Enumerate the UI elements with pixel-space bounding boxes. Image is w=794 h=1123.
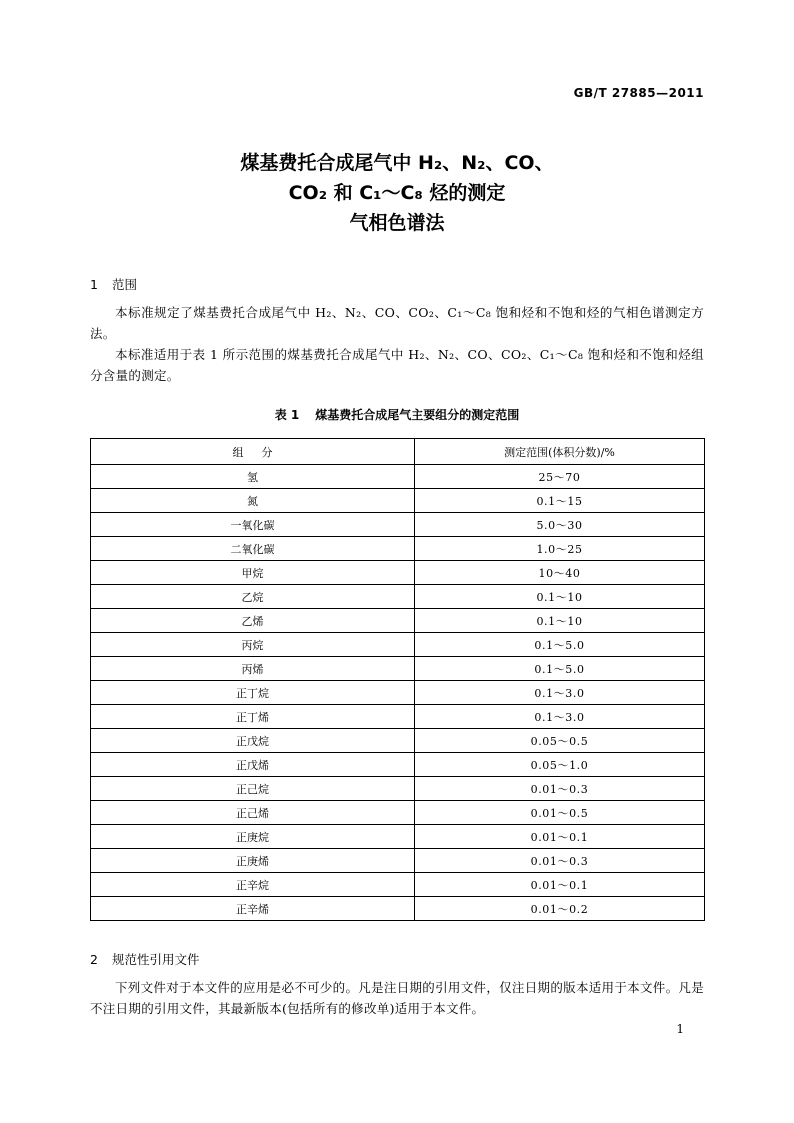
table-caption-text: 煤基费托合成尾气主要组分的测定范围 bbox=[315, 408, 520, 422]
component-cell: 正丁烷 bbox=[91, 681, 415, 705]
measurement-range-table bbox=[90, 438, 705, 921]
table-row bbox=[91, 825, 705, 849]
range-cell: 0.01～0.2 bbox=[415, 897, 705, 921]
table-row bbox=[91, 489, 705, 513]
component-cell: 正丁烯 bbox=[91, 705, 415, 729]
table-row bbox=[91, 465, 705, 489]
range-cell: 0.01～0.3 bbox=[415, 777, 705, 801]
table-row bbox=[91, 801, 705, 825]
table-row bbox=[91, 657, 705, 681]
range-cell: 0.01～0.1 bbox=[415, 825, 705, 849]
range-cell: 0.05～0.5 bbox=[415, 729, 705, 753]
component-cell: 正己烷 bbox=[91, 777, 415, 801]
component-cell: 正庚烯 bbox=[91, 849, 415, 873]
component-cell: 正辛烯 bbox=[91, 897, 415, 921]
component-cell: 丙烷 bbox=[91, 633, 415, 657]
section-1-number: 1 bbox=[90, 277, 98, 292]
range-cell: 0.1～3.0 bbox=[415, 681, 705, 705]
component-cell: 一氧化碳 bbox=[91, 513, 415, 537]
header-component: 组分 bbox=[91, 439, 415, 465]
table-row bbox=[91, 873, 705, 897]
table-row bbox=[91, 537, 705, 561]
section-2-number: 2 bbox=[90, 952, 98, 967]
range-cell: 0.01～0.3 bbox=[415, 849, 705, 873]
component-cell: 乙烯 bbox=[91, 609, 415, 633]
title-line-2: CO₂ 和 C₁～C₈ 烃的测定 bbox=[288, 182, 506, 204]
range-cell: 1.0～25 bbox=[415, 537, 705, 561]
section-1-paragraph-1: 本标准规定了煤基费托合成尾气中 H₂、N₂、CO、CO₂、C₁～C₈ 饱和烃和不饱和烃的气相色谱测定方法。 bbox=[90, 305, 704, 341]
component-cell: 正己烯 bbox=[91, 801, 415, 825]
component-cell: 正戊烯 bbox=[91, 753, 415, 777]
table-row bbox=[91, 513, 705, 537]
component-cell: 氢 bbox=[91, 465, 415, 489]
section-2-title: 规范性引用文件 bbox=[112, 952, 200, 967]
range-cell: 0.01～0.1 bbox=[415, 873, 705, 897]
section-2-heading bbox=[90, 950, 200, 968]
document-title bbox=[0, 148, 794, 238]
table-row bbox=[91, 633, 705, 657]
table-row bbox=[91, 561, 705, 585]
component-cell: 氮 bbox=[91, 489, 415, 513]
range-cell: 0.1～15 bbox=[415, 489, 705, 513]
table-row bbox=[91, 705, 705, 729]
page-number: 1 bbox=[676, 1022, 684, 1036]
component-cell: 二氧化碳 bbox=[91, 537, 415, 561]
component-cell: 正戊烷 bbox=[91, 729, 415, 753]
range-cell: 10～40 bbox=[415, 561, 705, 585]
range-cell: 0.1～5.0 bbox=[415, 633, 705, 657]
standard-code: GB/T 27885—2011 bbox=[573, 86, 704, 100]
header-range: 测定范围(体积分数)/% bbox=[415, 439, 705, 465]
table-row bbox=[91, 609, 705, 633]
component-cell: 正辛烷 bbox=[91, 873, 415, 897]
component-cell: 甲烷 bbox=[91, 561, 415, 585]
table-header-row bbox=[91, 439, 705, 465]
table-row bbox=[91, 585, 705, 609]
range-cell: 25～70 bbox=[415, 465, 705, 489]
table-row bbox=[91, 897, 705, 921]
table-row bbox=[91, 849, 705, 873]
component-cell: 正庚烷 bbox=[91, 825, 415, 849]
range-cell: 0.1～10 bbox=[415, 609, 705, 633]
table-row bbox=[91, 729, 705, 753]
range-cell: 0.1～10 bbox=[415, 585, 705, 609]
section-1-heading bbox=[90, 275, 137, 293]
range-cell: 0.01～0.5 bbox=[415, 801, 705, 825]
range-cell: 5.0～30 bbox=[415, 513, 705, 537]
title-line-3: 气相色谱法 bbox=[349, 212, 445, 234]
range-cell: 0.1～3.0 bbox=[415, 705, 705, 729]
table-row bbox=[91, 777, 705, 801]
range-cell: 0.05～1.0 bbox=[415, 753, 705, 777]
title-line-1: 煤基费托合成尾气中 H₂、N₂、CO、 bbox=[240, 152, 554, 174]
component-cell: 丙烯 bbox=[91, 657, 415, 681]
section-1-paragraph-2: 本标准适用于表 1 所示范围的煤基费托合成尾气中 H₂、N₂、CO、CO₂、C₁～C₈ 饱和烃和不饱和烃组分含量的测定。 bbox=[90, 347, 704, 383]
component-cell: 乙烷 bbox=[91, 585, 415, 609]
section-2-paragraph-1: 下列文件对于本文件的应用是必不可少的。凡是注日期的引用文件，仅注日期的版本适用于本文件。凡是不注日期的引用文件，其最新版本(包括所有的修改单)适用于本文件。 bbox=[90, 980, 704, 1016]
section-1-title: 范围 bbox=[112, 277, 138, 292]
table-row bbox=[91, 753, 705, 777]
table-label: 表 1 bbox=[274, 408, 300, 422]
range-cell: 0.1～5.0 bbox=[415, 657, 705, 681]
table-row bbox=[91, 681, 705, 705]
table-caption bbox=[0, 406, 794, 423]
